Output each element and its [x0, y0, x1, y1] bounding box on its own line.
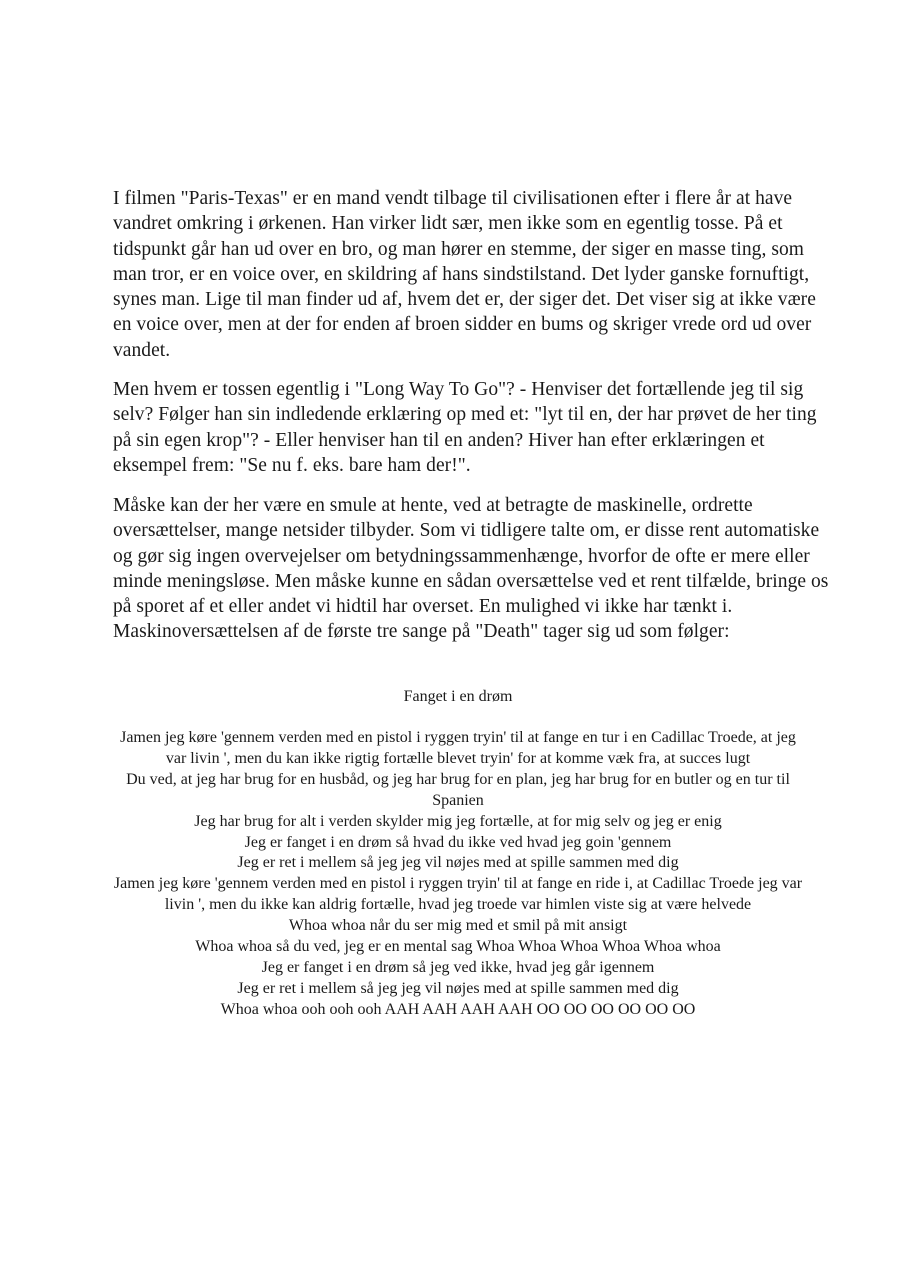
paragraph-machine-translation: [113, 493, 833, 645]
poem-line: Whoa whoa så du ved, jeg er en mental sag Whoa Whoa Whoa Whoa Whoa whoa: [195, 938, 721, 956]
poem-line: Jamen jeg køre 'gennem verden med en pistol i ryggen tryin' til at fange en ride i, at Cadillac Troede jeg var livin ', men du ikke kan aldrig fortælle, hvad jeg troede var himlen viste sig at være helvede: [113, 875, 803, 914]
poem-line: Jeg er fanget i en drøm så jeg ved ikke, hvad jeg går igennem: [261, 958, 655, 976]
poem-line: Whoa whoa når du ser mig med et smil på mit ansigt: [288, 917, 628, 935]
poem-title: Fanget i en drøm: [403, 688, 513, 705]
poem-line: Jeg er fanget i en drøm så hvad du ikke ved hvad jeg goin 'gennem: [244, 833, 672, 851]
paragraph-text: I filmen "Paris-Texas" er en mand vendt tilbage til civilisationen efter i flere år at have vandret omkring i ørkenen. Han virker lidt sær, men ikke som en egentlig tosse. På et tidspunkt går han ud over en bro, og man hører en stemme, der siger en masse ting, som man tror, er en voice over, en skildring af hans sindstilstand. Det lyder ganske fornuftigt, synes man. Lige til man finder ud af, hvem det er, der siger det. Det viser sig at ikke være en voice over, men at der for enden af broen sidder en bums og skriger vrede ord ud over vandet.: [113, 188, 816, 361]
paragraph-long-way-to-go: [113, 377, 833, 478]
poem-line: Whoa whoa ooh ooh ooh AAH AAH AAH AAH OO OO OO OO OO OO: [220, 1000, 696, 1018]
poem-line: Jamen jeg køre 'gennem verden med en pistol i ryggen tryin' til at fange en tur i en Cadillac Troede, at jeg var livin ', men du kan ikke rigtig fortælle blevet tryin' for at komme væk fra, at succes lugt: [120, 729, 796, 767]
poem-line: Du ved, at jeg har brug for en husbåd, og jeg har brug for en plan, jeg har brug for en butler og en tur til Spanien: [126, 770, 790, 809]
paragraph-paris-texas: [113, 186, 833, 363]
poem-line: Jeg har brug for alt i verden skylder mig jeg fortælle, at for mig selv og jeg er enig: [194, 812, 722, 830]
paragraph-text: Måske kan der her være en smule at hente, ved at betragte de maskinelle, ordrette oversættelser, mange netsider tilbyder. Som vi tidligere talte om, er disse rent automatiske og gør sig ingen overvejelser om betydningssammenhænge, hvorfor de ofte er mere eller minde meningsløse. Men måske kunne en sådan oversættelse ved et rent tilfælde, bringe os på sporet af et eller andet vi hidtil har overset. En mulighed vi ikke har tænkt i. Maskinoversættelsen af de første tre sange på "Death" tager sig ud som følger:: [113, 495, 829, 643]
poem-body: [113, 728, 803, 1021]
poem-line: Jeg er ret i mellem så jeg jeg vil nøjes med at spille sammen med dig: [237, 979, 679, 997]
poem-line: Jeg er ret i mellem så jeg jeg vil nøjes med at spille sammen med dig: [237, 854, 679, 872]
paragraph-text: Men hvem er tossen egentlig i "Long Way To Go"? - Henviser det fortællende jeg til sig selv? Følger han sin indledende erklæring op med et: "lyt til en, der har prøvet de her ting på sin egen krop"? - Eller henviser han til en anden? Hiver han efter erklæringen et eksempel frem: "Se nu f. eks. bare ham der!".: [113, 379, 817, 476]
